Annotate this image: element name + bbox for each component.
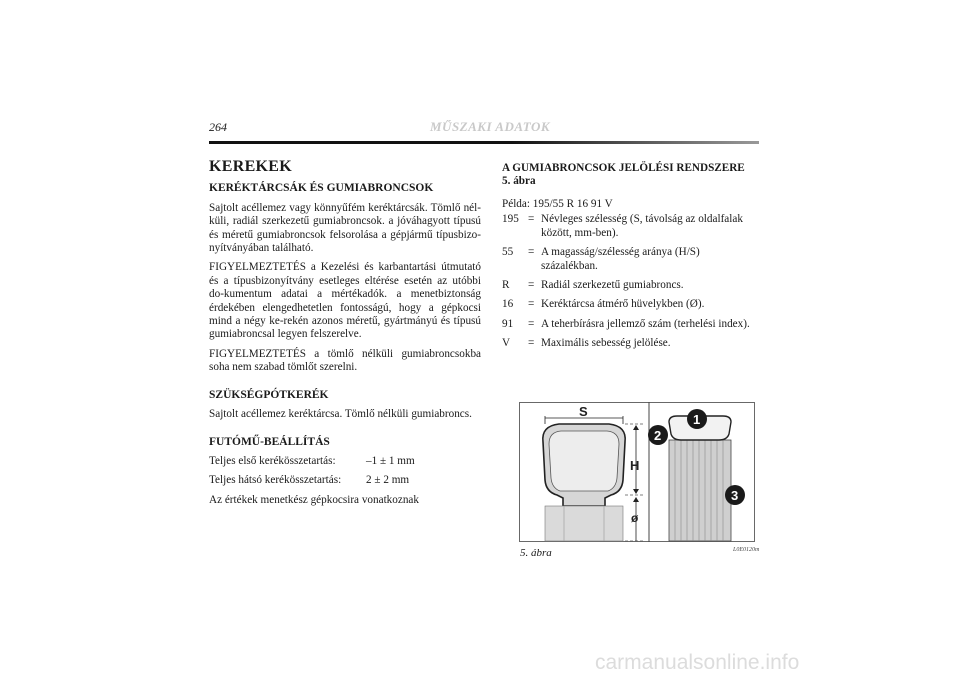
code-desc: Maximális sebesség jelölése. — [541, 337, 671, 350]
page-number: 264 — [209, 120, 227, 134]
rims-warning-2: FIGYELMEZTETÉS a tömlő nélküli gumiabroncsokba soha nem szabad tömlőt szerelni. — [209, 347, 481, 374]
front-toe-row — [209, 455, 481, 468]
alignment-heading: FUTÓMŰ-BEÁLLÍTÁS — [209, 435, 330, 448]
code-desc: Radiál szerkezetű gumiabroncs. — [541, 279, 684, 292]
code-eq: = — [528, 246, 535, 259]
label-h: H — [630, 458, 640, 473]
code-desc: Névleges szélesség (S, távolság az oldalfalak között, mm-ben). — [541, 213, 743, 239]
figure-caption: 5. ábra — [520, 547, 552, 559]
front-toe-label: Teljes első kerékösszetartás: — [209, 454, 336, 467]
code-row — [502, 337, 758, 350]
figure-code: L0E0120m — [733, 547, 760, 553]
label-s: S — [579, 404, 588, 419]
code-eq: = — [528, 213, 535, 226]
callout-3: 3 — [731, 488, 739, 503]
rear-toe-row — [209, 474, 481, 487]
code-desc: A magasság/szélesség aránya (H/S) százalékban. — [541, 246, 700, 272]
code-desc: A teherbírásra jellemző szám (terhelési index). — [541, 317, 750, 330]
marking-heading: A GUMIABRONCSOK JELÖLÉSI RENDSZERE — [502, 162, 745, 174]
running-title: MŰSZAKI ADATOK — [430, 119, 551, 134]
code-eq: = — [528, 337, 535, 350]
alignment-section — [209, 436, 481, 508]
code-code: 195 — [502, 213, 519, 226]
code-eq: = — [528, 317, 535, 330]
chapter-title: KEREKEK — [209, 158, 293, 175]
code-eq: = — [528, 279, 535, 292]
left-column — [209, 160, 481, 513]
spare-heading: SZÜKSÉGPÓTKERÉK — [209, 388, 329, 401]
callout-2: 2 — [654, 428, 662, 443]
code-desc: Keréktárcsa átmérő hüvelykben (Ø). — [541, 298, 705, 311]
code-row — [502, 318, 758, 331]
code-code: R — [502, 279, 510, 292]
tyre-diagram — [519, 402, 755, 542]
label-diameter: ø — [631, 511, 639, 525]
alignment-note: Az értékek menetkész gépkocsira vonatkoznak — [209, 493, 419, 506]
code-code: V — [502, 337, 511, 350]
front-toe-value: –1 ± 1 mm — [366, 454, 415, 467]
right-column — [502, 162, 758, 357]
code-code: 91 — [502, 317, 514, 330]
rims-paragraph-1: Sajtolt acéllemez vagy könnyűfém keréktárcsák. Tömlő nél-küli, radiál szerkezetű gumiabroncsok. a jóváhagyott típusú és méretű gumiabroncsok felsorolása a gépjármű típusbizo-nyítványában található. — [209, 201, 481, 255]
code-code: 16 — [502, 298, 514, 311]
tyre-section-figure — [519, 402, 755, 542]
rear-toe-label: Teljes hátsó kerékösszetartás: — [209, 474, 342, 487]
rims-warning-1: FIGYELMEZTETÉS a Kezelési és karbantartási útmutató és a típusbizonyítvány esetleges eltérése esetén az utóbbi do-kumentum adatai a mértékadók. a menetbiztonság érdekében elengedhetetlen fontosságú, hogy a gépkocsi mind a négy ke-rekén azonos méretű, gyártmányú és típusú gumiabroncsal legyen felszerelve. — [209, 261, 481, 341]
code-row — [502, 279, 758, 292]
spare-paragraph: Sajtolt acéllemez keréktárcsa. Tömlő nélküli gumiabroncs. — [209, 408, 472, 421]
code-eq: = — [528, 298, 535, 311]
watermark: carmanualsonline.info — [595, 651, 800, 674]
spare-section — [209, 389, 481, 422]
marking-codes-list — [502, 213, 758, 350]
rims-heading: KERÉKTÁRCSÁK ÉS GUMIABRONCSOK — [209, 182, 434, 195]
header-rule — [209, 141, 759, 144]
callout-1: 1 — [693, 412, 701, 427]
marking-example: Példa: 195/55 R 16 91 V — [502, 198, 613, 210]
code-code: 55 — [502, 246, 514, 259]
marking-subheading: 5. ábra — [502, 175, 536, 187]
code-row — [502, 246, 758, 273]
code-row — [502, 298, 758, 311]
code-row — [502, 213, 758, 240]
rear-toe-value: 2 ± 2 mm — [366, 474, 410, 487]
